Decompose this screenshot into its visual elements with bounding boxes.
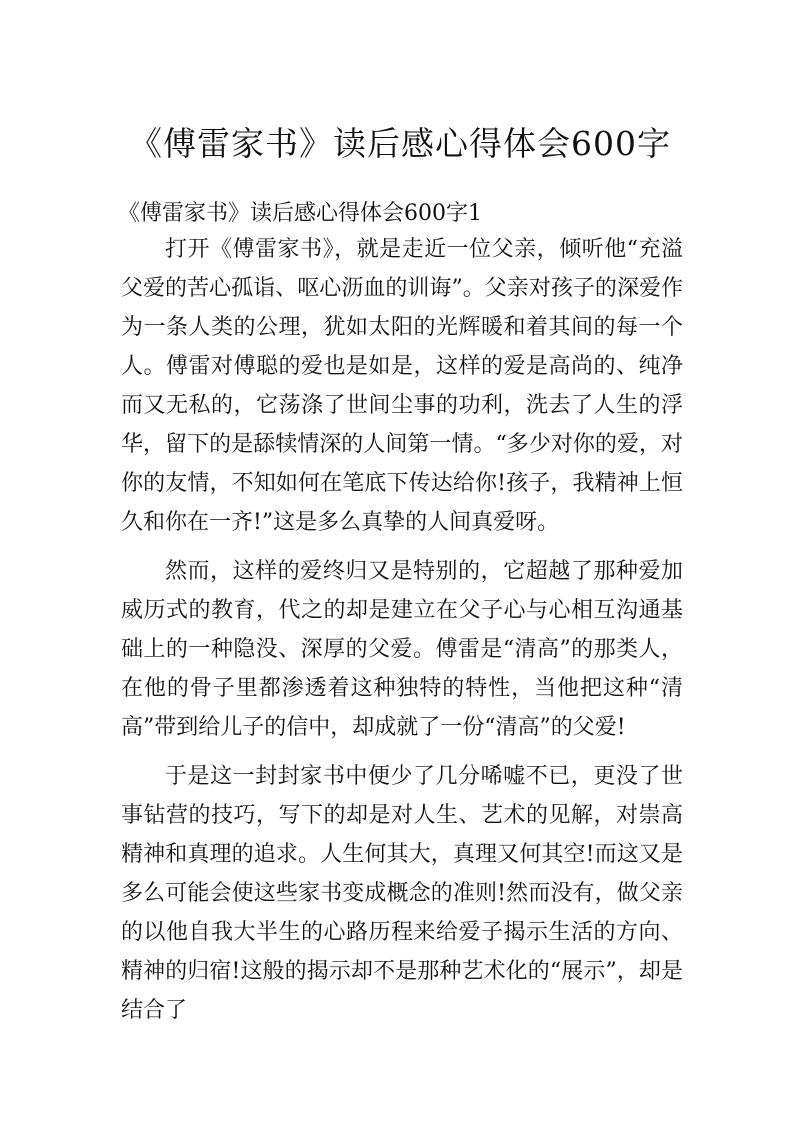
section-heading: 《傅雷家书》读后感心得体会600字1 <box>118 201 482 226</box>
paragraph-3: 于是这一封封家书中便少了几分唏嘘不已，更没了世事钻营的技巧，写下的却是对人生、艺术的见解，对崇高精神和真理的追求。人生何其大，真理又何其空!而这又是多么可能会使这些家书变成概念的准则!然而没有，做父亲的以他自我大半生的心路历程来给爱子揭示生活的方向、精神的归宿!这般的揭示却不是那种艺术化的“展示”，却是结合了 <box>121 764 683 1023</box>
paragraph-1: 打开《傅雷家书》，就是走近一位父亲，倾听他“充溢父爱的苦心孤诣、呕心沥血的训诲”。父亲对孩子的深爱作为一条人类的公理，犹如太阳的光辉暖和着其间的每一个人。傅雷对傅聪的爱也是如是，这样的爱是高尚的、纯净而又无私的，它荡涤了世间尘事的功利，洗去了人生的浮华，留下的是舔犊情深的人间第一情。“多少对你的爱，对你的友情，不知如何在笔底下传达给你!孩子，我精神上恒久和你在一齐!”这是多么真挚的人间真爱呀。 <box>121 237 683 535</box>
document-title: 《傅雷家书》读后感心得体会600字 <box>129 124 671 163</box>
document-body <box>121 230 683 1030</box>
paragraph-2: 然而，这样的爱终归又是特别的，它超越了那种爱加威历式的教育，代之的却是建立在父子心与心相互沟通基础上的一种隐没、深厚的父爱。傅雷是“清高”的那类人，在他的骨子里都渗透着这种独特的特性，当他把这种“清高”带到给儿子的信中，却成就了一份“清高”的父爱! <box>121 559 683 740</box>
